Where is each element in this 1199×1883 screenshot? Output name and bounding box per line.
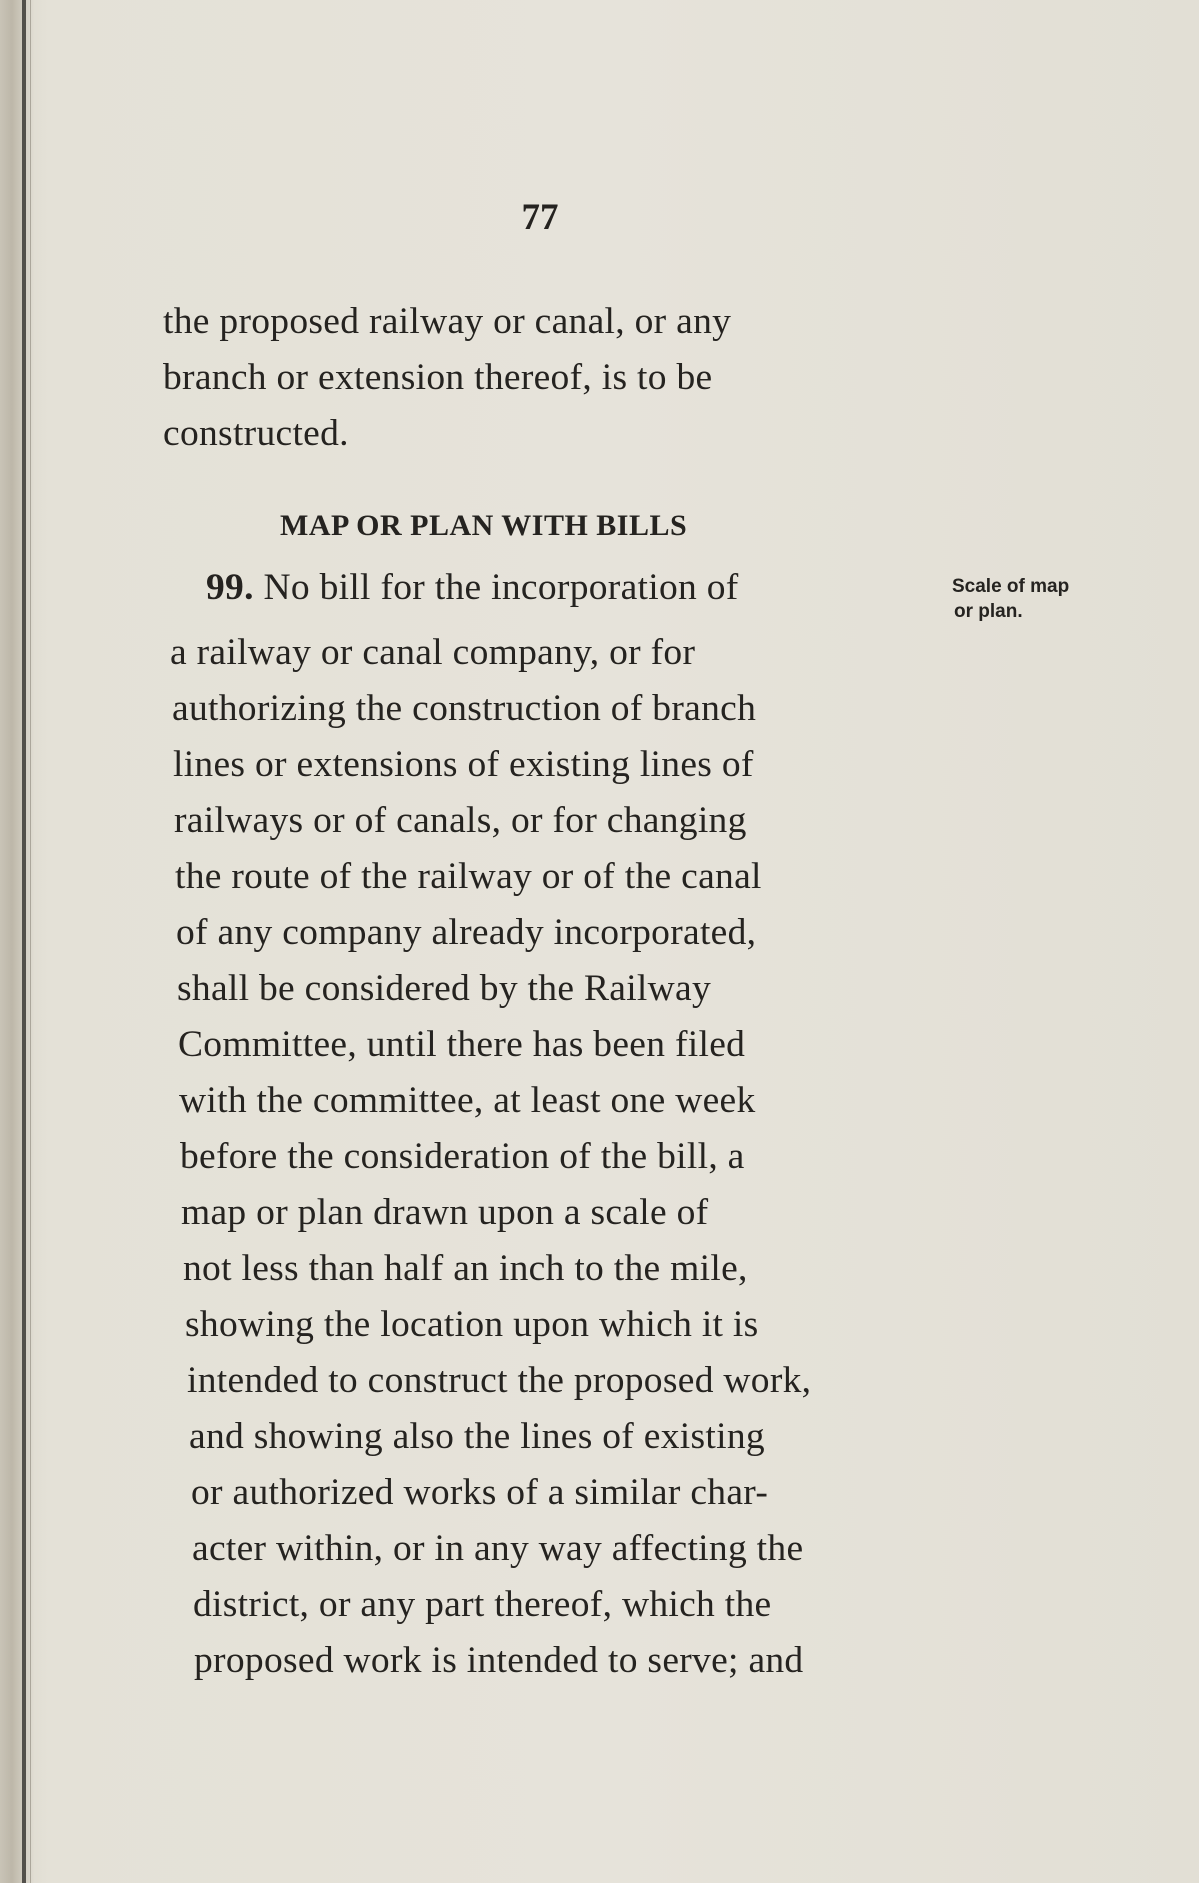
- text-line: map or plan drawn upon a scale of: [181, 1192, 709, 1233]
- binding-edge-shadow: [30, 0, 31, 1883]
- text-line: branch or extension thereof, is to be: [163, 357, 713, 398]
- text-line: railways or of canals, or for changing: [174, 800, 747, 841]
- text-line: with the committee, at least one week: [179, 1080, 756, 1121]
- marginal-note: [952, 574, 1069, 624]
- text-line: the proposed railway or canal, or any: [163, 301, 732, 342]
- text-line: district, or any part thereof, which the: [193, 1584, 772, 1625]
- text-line: showing the location upon which it is: [185, 1304, 759, 1345]
- text-line: of any company already incorporated,: [176, 912, 757, 953]
- text-line: before the consideration of the bill, a: [180, 1136, 745, 1177]
- text-line: or authorized works of a similar char-: [191, 1472, 769, 1513]
- text-line: proposed work is intended to serve; and: [194, 1640, 804, 1681]
- text-line: acter within, or in any way affecting the: [192, 1528, 804, 1569]
- section-heading: MAP OR PLAN WITH BILLS: [280, 509, 688, 542]
- text-line: the route of the railway or of the canal: [175, 856, 762, 897]
- page-number: 77: [521, 197, 559, 238]
- text-line: constructed.: [163, 413, 349, 454]
- text-line: lines or extensions of existing lines of: [173, 744, 754, 785]
- marginal-note-line-1: Scale of map: [952, 576, 1070, 597]
- text-line: and showing also the lines of existing: [189, 1416, 765, 1457]
- text-line: intended to construct the proposed work,: [187, 1360, 812, 1401]
- page-gutter: [0, 0, 34, 1883]
- binding-edge: [22, 0, 26, 1883]
- text-line: not less than half an inch to the mile,: [183, 1248, 748, 1289]
- section-number: 99.: [206, 567, 254, 608]
- text-line: authorizing the construction of branch: [172, 688, 757, 729]
- section-first-line-text: No bill for the incorporation of: [263, 567, 739, 608]
- text-line: a railway or canal company, or for: [170, 632, 696, 673]
- text-line: shall be considered by the Railway: [177, 968, 712, 1009]
- section-first-line: [206, 565, 739, 611]
- text-line: Committee, until there has been filed: [178, 1024, 746, 1065]
- marginal-note-line-2: or plan.: [954, 601, 1023, 622]
